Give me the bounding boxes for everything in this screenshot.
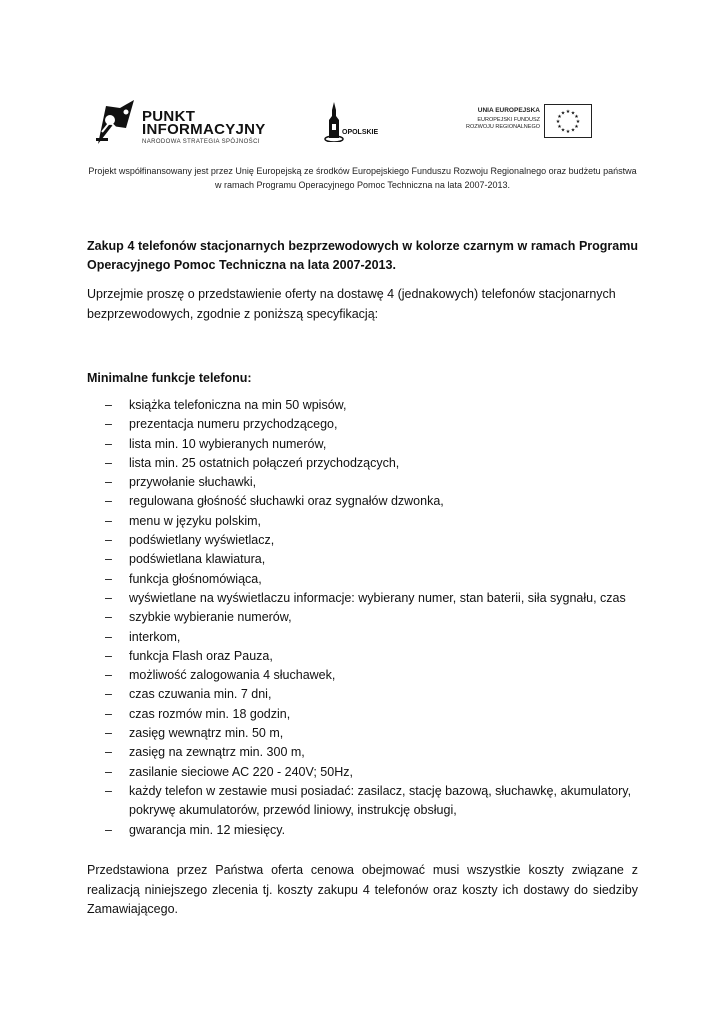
list-item bbox=[87, 705, 638, 724]
eu-stars-icon bbox=[545, 105, 591, 137]
dash-bullet: – bbox=[105, 783, 112, 798]
dash-bullet: – bbox=[105, 552, 112, 567]
feature-text: zasilanie sieciowe AC 220 - 240V; 50Hz, bbox=[129, 764, 353, 779]
list-item bbox=[87, 724, 638, 743]
list-item bbox=[87, 628, 638, 647]
list-item bbox=[87, 396, 638, 415]
feature-text: przywołanie słuchawki, bbox=[129, 475, 257, 490]
opolskie-logo bbox=[324, 102, 388, 144]
dash-bullet: – bbox=[105, 571, 112, 586]
feature-text: każdy telefon w zestawie musi posiadać: zasilacz, stację bazową, słuchawkę, akumulatory, pokrywę akumulatorów, przewód liniowy, instrukcję obsługi, bbox=[129, 783, 632, 818]
eu-logo bbox=[460, 104, 592, 140]
list-item bbox=[87, 608, 638, 627]
eu-logo-line3: ROZWOJU REGIONALNEGO bbox=[466, 124, 540, 130]
dash-bullet: – bbox=[105, 590, 112, 605]
list-item bbox=[87, 685, 638, 704]
functions-heading: Minimalne funkcje telefonu: bbox=[87, 371, 252, 385]
opolskie-tower-icon bbox=[324, 102, 344, 142]
feature-text: prezentacja numeru przychodzącego, bbox=[129, 417, 338, 432]
feature-text: zasięg na zewnątrz min. 300 m, bbox=[129, 745, 305, 760]
list-item bbox=[87, 492, 638, 511]
cofinancing-line-1: Projekt współfinansowany jest przez Unię Europejską ze środków Europejskiego Funduszu Rozwoju Regionalnego oraz budżetu państwa bbox=[88, 166, 637, 176]
dash-bullet: – bbox=[105, 610, 112, 625]
dash-bullet: – bbox=[105, 436, 112, 451]
svg-text:★: ★ bbox=[555, 119, 561, 125]
punkt-informacyjny-emblem-icon bbox=[96, 98, 136, 146]
feature-text: zasięg wewnątrz min. 50 m, bbox=[129, 726, 284, 741]
document-title: Zakup 4 telefonów stacjonarnych bezprzewodowych w kolorze czarnym w ramach Programu Operacyjnego Pomoc Techniczna na lata 2007-2013. bbox=[87, 239, 638, 272]
dash-bullet: – bbox=[105, 455, 112, 470]
list-item bbox=[87, 666, 638, 685]
feature-text: menu w języku polskim, bbox=[129, 513, 261, 528]
dash-bullet: – bbox=[105, 533, 112, 548]
list-item bbox=[87, 531, 638, 550]
punkt-logo-line2: INFORMACYJNY bbox=[142, 121, 266, 138]
opolskie-logo-text: OPOLSKIE bbox=[342, 129, 379, 136]
feature-text: podświetlany wyświetlacz, bbox=[129, 533, 275, 548]
eu-logo-line2: EUROPEJSKI FUNDUSZ bbox=[477, 117, 540, 123]
svg-text:★: ★ bbox=[570, 127, 576, 134]
svg-text:★: ★ bbox=[560, 127, 566, 134]
closing-paragraph: Przedstawiona przez Państwa oferta cenowa obejmować musi wszystkie koszty związane z realizacją niniejszego zlecenia tj. koszty zakupu 4 telefonów oraz koszty ich dostawy do siedziby Zamawiającego. bbox=[87, 863, 638, 916]
list-item bbox=[87, 550, 638, 569]
list-item bbox=[87, 763, 638, 782]
dash-bullet: – bbox=[105, 764, 112, 779]
svg-text:★: ★ bbox=[575, 119, 581, 125]
cofinancing-note bbox=[70, 164, 655, 192]
feature-text: funkcja głośnomówiąca, bbox=[129, 571, 262, 586]
feature-text: szybkie wybieranie numerów, bbox=[129, 610, 292, 625]
punkt-logo-line1: PUNKT bbox=[142, 108, 196, 125]
svg-text:★: ★ bbox=[574, 114, 579, 120]
dash-bullet: – bbox=[105, 648, 112, 663]
feature-text: podświetlana klawiatura, bbox=[129, 552, 266, 567]
dash-bullet: – bbox=[105, 629, 112, 644]
intro-paragraph: Uprzejmie proszę o przedstawienie oferty na dostawę 4 (jednakowych) telefonów stacjonarnych bezprzewodowych, zgodnie z poniższą specyfikacją: bbox=[87, 287, 616, 321]
list-item bbox=[87, 743, 638, 762]
feature-text: interkom, bbox=[129, 629, 181, 644]
eu-logo-line1: UNIA EUROPEJSKA bbox=[477, 107, 540, 114]
list-item bbox=[87, 435, 638, 454]
svg-text:★: ★ bbox=[565, 129, 571, 135]
feature-text: regulowana głośność słuchawki oraz sygnałów dzwonka, bbox=[129, 494, 444, 509]
eu-flag bbox=[544, 104, 592, 138]
dash-bullet: – bbox=[105, 687, 112, 702]
list-item bbox=[87, 821, 638, 840]
list-item bbox=[87, 512, 638, 531]
cofinancing-line-2: w ramach Programu Operacyjnego Pomoc Techniczna na lata 2007-2013. bbox=[214, 180, 510, 190]
feature-text: możliwość zalogowania 4 słuchawek, bbox=[129, 668, 336, 683]
punkt-informacyjny-logo bbox=[96, 98, 271, 148]
dash-bullet: – bbox=[105, 726, 112, 741]
dash-bullet: – bbox=[105, 706, 112, 721]
header-logos bbox=[96, 94, 596, 150]
list-item bbox=[87, 473, 638, 492]
list-item bbox=[87, 570, 638, 589]
dash-bullet: – bbox=[105, 668, 112, 683]
list-item bbox=[87, 415, 638, 434]
list-item bbox=[87, 782, 638, 821]
svg-text:★: ★ bbox=[557, 114, 562, 120]
dash-bullet: – bbox=[105, 417, 112, 432]
dash-bullet: – bbox=[105, 398, 112, 412]
svg-text:★: ★ bbox=[560, 110, 566, 117]
feature-text: wyświetlane na wyświetlaczu informacje: wybierany numer, stan baterii, siła sygnału, czas bbox=[129, 590, 626, 605]
feature-text: książka telefoniczna na min 50 wpisów, bbox=[129, 398, 347, 412]
feature-text: gwarancja min. 12 miesięcy. bbox=[129, 822, 286, 837]
punkt-logo-line3: NARODOWA STRATEGIA SPÓJNOŚCI bbox=[142, 139, 260, 145]
dash-bullet: – bbox=[105, 745, 112, 760]
list-item bbox=[87, 647, 638, 666]
feature-text: czas czuwania min. 7 dni, bbox=[129, 687, 272, 702]
features-list bbox=[87, 396, 638, 840]
feature-text: lista min. 25 ostatnich połączeń przychodzących, bbox=[129, 455, 400, 470]
svg-text:★: ★ bbox=[557, 124, 562, 130]
list-item bbox=[87, 454, 638, 473]
list-item bbox=[87, 589, 638, 608]
dash-bullet: – bbox=[105, 475, 112, 490]
feature-text: czas rozmów min. 18 godzin, bbox=[129, 706, 291, 721]
svg-text:★: ★ bbox=[574, 124, 579, 130]
dash-bullet: – bbox=[105, 822, 112, 837]
feature-text: funkcja Flash oraz Pauza, bbox=[129, 648, 273, 663]
dash-bullet: – bbox=[105, 513, 112, 528]
svg-text:★: ★ bbox=[570, 110, 576, 117]
feature-text: lista min. 10 wybieranych numerów, bbox=[129, 436, 327, 451]
svg-text:★: ★ bbox=[565, 109, 571, 115]
dash-bullet: – bbox=[105, 494, 112, 509]
